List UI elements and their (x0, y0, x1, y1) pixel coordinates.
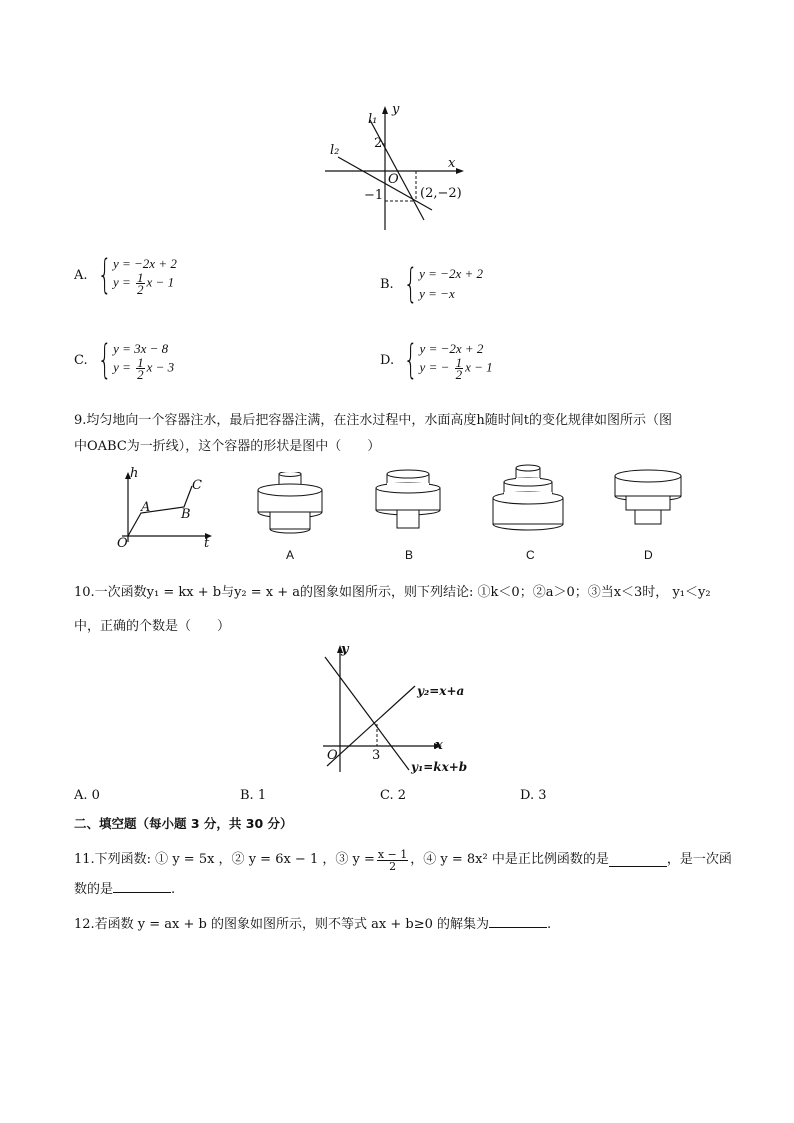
q8-figure (320, 100, 480, 235)
container-d[interactable] (612, 468, 684, 532)
q10-option-b[interactable]: B. 1 (240, 788, 267, 803)
line-l1 (370, 120, 424, 220)
container-b-label: B (405, 548, 414, 562)
l2-label: l₂ (330, 143, 340, 158)
container-b[interactable] (373, 468, 443, 534)
point-label: (2,−2) (420, 186, 462, 201)
q10-graph: y x O 3 y₂=x+a y₁=kx+b (327, 642, 468, 774)
q11-blank-2[interactable] (113, 879, 171, 893)
q9-graph: h t O A B C (108, 470, 218, 555)
q12-blank[interactable] (489, 914, 547, 928)
q11-text: 11.下列函数: ① y = 5x ，② y = 6x − 1 ，③ y = $\frac{x - 1}{2}$ ，④ y = 8x² 中是正比例函数的是 ，是一次函 数的是 . (74, 847, 732, 897)
q8-option-d[interactable]: D. { y = −2x + 2 y = − $\frac{1}{2}$ x − 1 (380, 337, 493, 383)
container-a-label: A (286, 548, 295, 562)
container-a[interactable] (255, 472, 325, 534)
q8-option-b[interactable]: B. { y = −2x + 2 y = −x (380, 261, 483, 307)
q12-text: 12.若函数 y = ax + b 的图象如图所示，则不等式 ax + b≥0 的解集为 . (74, 912, 734, 938)
q10-option-c[interactable]: C. 2 (380, 788, 407, 803)
q8-option-c[interactable]: C. { y = 3x − 8 y = $\frac{1}{2}$ x − 3 (74, 337, 175, 383)
container-c-label: C (526, 548, 535, 562)
container-c[interactable] (490, 464, 566, 536)
q10-text: 10.一次函数y₁ = kx + b与y₂ = x + a的图象如图所示，则下列结论: ①k＜0；②a＞0；③当x＜3时， y₁＜y₂ 中，正确的个数是（ ） (74, 585, 711, 634)
x-label: x (448, 156, 456, 171)
q9-text: 9.均匀地向一个容器注水，最后把容器注满，在注水过程中，水面高度h随时间t的变化规律如图所示（图 中OABC为一折线），这个容器的形状是图中（ ） (74, 413, 673, 454)
q10-option-d[interactable]: D. 3 (520, 788, 547, 803)
q8-graph (320, 100, 480, 235)
q8-option-a[interactable]: A. { y = −2x + 2 y = $\frac{1}{2}$ x − 1 (74, 252, 177, 298)
section-2-heading: 二、填空题（每小题 3 分，共 30 分） (74, 816, 293, 831)
tick-minus1: −1 (364, 188, 384, 203)
origin-label: O (388, 172, 399, 187)
y-label: y (392, 102, 400, 117)
container-d-label: D (644, 548, 653, 562)
tick-2: 2 (374, 136, 383, 151)
q11-blank-1[interactable] (609, 853, 667, 867)
l1-label: l₁ (368, 112, 378, 127)
q10-option-a[interactable]: A. 0 (74, 788, 100, 803)
